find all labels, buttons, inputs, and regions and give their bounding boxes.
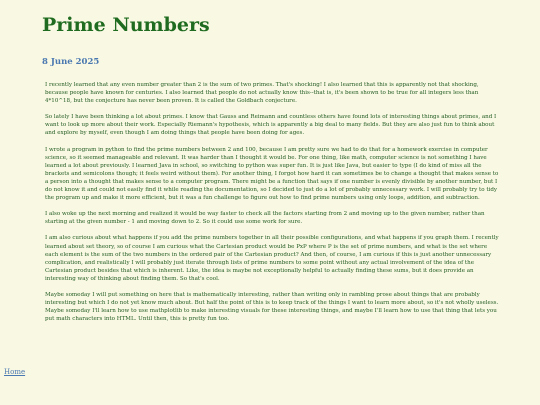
paragraph: I wrote a program in python to find the prime numbers between 2 and 100, because I am pretty sure we had to do that for a homework exercise in computer science, so it seemed manageable and relevant. It was harder than I thought it would be. For one thing, like math, computer science is not something I have learned a lot about previously. I learned Java in school, so switching to python was super fun. It is just like Java, but easier to type (I do kind of miss all the brackets and semicolons though; it feels weird without them). For another thing, I forgot how hard it can sometimes be to change a thought that makes sense to a person into a thought that makes sense to a computer program. There might be a function that says if one number is evenly divisible by another number, but I do not know it and could not easily find it while reading the documentation, so I decided to just do a lot of probably unnecessary work. I will probably try to tidy the program up and make it more efficient, but it was a fun challenge to figure out how to find prime numbers using only loops, addition, and subtraction. bbox=[45, 146, 499, 202]
post-date: 8 June 2025 bbox=[42, 57, 100, 67]
paragraph: Maybe someday I will put something on here that is mathematically interesting, rather than writing only in rambling prose about things that are probably interesting but which I do not yet know much about. But half the point of this is to keep track of the things I want to learn more about, so it's not wholly useless. Maybe someday I'll learn how to use mathplotlib to make interesting visuals for these interesting things, and maybe I'll learn how to use that thing that lets you put math characters into HTML. Until then, this is pretty fun too. bbox=[45, 291, 499, 323]
home-link[interactable]: Home bbox=[4, 368, 26, 376]
paragraph: I recently learned that any even number greater than 2 is the sum of two primes. That's shocking! I also learned that this is apparently not that shocking, because people have known for centuries. I also learned that people do not actually know this--that is, it's been shown to be true for all integers less than 4*10^18, but the conjecture has never been proven. It is called the Goldbach conjecture. bbox=[45, 82, 479, 105]
paragraph: I am also curious about what happens if you add the prime numbers together in all their possible configurations, and what happens if you graph them. I recently learned about set theory, so of course I am curious what the Cartesian product would be PxP where P is the set of prime numbers, and what is the set where each element is the sum of the two numbers in the ordered pair of the Cartesian product? And then, of course, I am curious if this is just another unnecessary complication, and realistically I will probably just iterate through lists of prime numbers to some point without any actual involvement of the idea of the Cartesian product besides that which is inherent. Like, the idea is maybe not exceptionally helpful to actually finding these sums, but it does provide an interesting way of thinking about finding them. So that's cool. bbox=[45, 235, 499, 282]
page-title: Prime Numbers bbox=[42, 14, 210, 36]
paragraph: I also woke up the next morning and realized it would be way faster to check all the factors starting from 2 and moving up to the given number, rather than starting at the given number - 1 and moving down to 2. So it could use some work for sure. bbox=[45, 211, 485, 226]
paragraph: So lately I have been thinking a lot about primes. I know that Gauss and Reimann and countless others have found lots of interesting things about primes, and I want to look up more about their work. Especially Riemann's hypothesis, which is apparently a big deal to many fields. But they are also just fun to think about and explore by myself, even though I am doing things that people have been doing for ages. bbox=[45, 114, 497, 137]
article-body bbox=[45, 81, 500, 331]
